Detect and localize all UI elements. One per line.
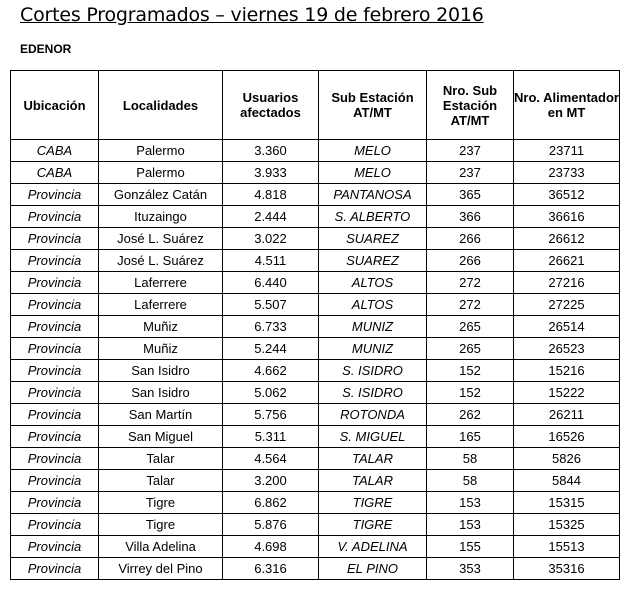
cell-nro-sub-estacion: 366 [427,206,514,228]
cell-ubicacion: Provincia [11,404,99,426]
cell-ubicacion: Provincia [11,514,99,536]
cell-ubicacion: Provincia [11,360,99,382]
cell-nro-sub-estacion: 262 [427,404,514,426]
cell-nro-alimentador: 15216 [514,360,620,382]
cell-usuarios: 5.311 [223,426,319,448]
cell-nro-alimentador: 5844 [514,470,620,492]
table-row [11,338,620,360]
cell-ubicacion: CABA [11,140,99,162]
cell-localidad: San Isidro [99,382,223,404]
cell-ubicacion: Provincia [11,470,99,492]
cell-localidad: San Miguel [99,426,223,448]
table-row [11,492,620,514]
cell-localidad: San Martín [99,404,223,426]
cell-ubicacion: Provincia [11,228,99,250]
cell-localidad: Tigre [99,492,223,514]
cell-usuarios: 3.360 [223,140,319,162]
cell-sub-estacion: ROTONDA [319,404,427,426]
cell-usuarios: 6.733 [223,316,319,338]
cell-usuarios: 5.507 [223,294,319,316]
company-name: EDENOR [20,42,72,56]
cell-ubicacion: Provincia [11,448,99,470]
cell-nro-alimentador: 26514 [514,316,620,338]
cell-localidad: Muñiz [99,338,223,360]
cell-localidad: Talar [99,470,223,492]
cell-nro-alimentador: 5826 [514,448,620,470]
cell-sub-estacion: SUAREZ [319,228,427,250]
table-row [11,250,620,272]
table-row [11,272,620,294]
cell-usuarios: 6.862 [223,492,319,514]
table-row [11,558,620,580]
cell-nro-alimentador: 35316 [514,558,620,580]
cell-usuarios: 3.022 [223,228,319,250]
cell-sub-estacion: TIGRE [319,492,427,514]
cell-nro-sub-estacion: 365 [427,184,514,206]
cell-nro-sub-estacion: 153 [427,514,514,536]
cell-nro-sub-estacion: 272 [427,294,514,316]
cell-localidad: José L. Suárez [99,228,223,250]
cell-ubicacion: Provincia [11,272,99,294]
cell-nro-sub-estacion: 266 [427,250,514,272]
cell-sub-estacion: ALTOS [319,294,427,316]
cell-nro-sub-estacion: 265 [427,316,514,338]
cell-usuarios: 5.876 [223,514,319,536]
table-row [11,228,620,250]
column-header-usuarios: Usuarios afectados [223,71,319,140]
cell-ubicacion: Provincia [11,382,99,404]
cell-sub-estacion: TALAR [319,448,427,470]
cell-localidad: Palermo [99,162,223,184]
table-row [11,382,620,404]
cell-nro-sub-estacion: 266 [427,228,514,250]
cell-nro-alimentador: 16526 [514,426,620,448]
cell-sub-estacion: SUAREZ [319,250,427,272]
cell-ubicacion: Provincia [11,184,99,206]
table-row [11,404,620,426]
table-row [11,184,620,206]
cell-sub-estacion: TIGRE [319,514,427,536]
cell-sub-estacion: S. ISIDRO [319,382,427,404]
cell-nro-alimentador: 15325 [514,514,620,536]
cell-localidad: Talar [99,448,223,470]
column-header-nro-sub-estacion: Nro. Sub Estación AT/MT [427,71,514,140]
cell-sub-estacion: V. ADELINA [319,536,427,558]
column-header-sub-estacion: Sub Estación AT/MT [319,71,427,140]
cell-usuarios: 2.444 [223,206,319,228]
table-row [11,470,620,492]
cell-nro-alimentador: 15513 [514,536,620,558]
cell-sub-estacion: S. ALBERTO [319,206,427,228]
table-row [11,140,620,162]
cell-nro-sub-estacion: 58 [427,470,514,492]
cell-nro-alimentador: 36616 [514,206,620,228]
column-header-localidades: Localidades [99,71,223,140]
column-header-nro-alimentador: Nro. Alimentador en MT [514,71,620,140]
cell-localidad: Laferrere [99,294,223,316]
cell-nro-alimentador: 15315 [514,492,620,514]
cell-nro-alimentador: 26523 [514,338,620,360]
table-row [11,316,620,338]
cell-sub-estacion: TALAR [319,470,427,492]
cell-nro-sub-estacion: 237 [427,162,514,184]
cell-sub-estacion: ALTOS [319,272,427,294]
cell-localidad: Villa Adelina [99,536,223,558]
cell-nro-sub-estacion: 152 [427,360,514,382]
cell-sub-estacion: MELO [319,140,427,162]
cell-sub-estacion: MELO [319,162,427,184]
cell-nro-alimentador: 27216 [514,272,620,294]
column-header-ubicacion: Ubicación [11,71,99,140]
table-row [11,514,620,536]
header-row [11,71,620,140]
cell-nro-alimentador: 26621 [514,250,620,272]
cell-localidad: Palermo [99,140,223,162]
cell-ubicacion: Provincia [11,316,99,338]
cell-usuarios: 5.244 [223,338,319,360]
cell-ubicacion: Provincia [11,338,99,360]
cell-localidad: Laferrere [99,272,223,294]
table-row [11,536,620,558]
cell-ubicacion: Provincia [11,426,99,448]
cell-nro-sub-estacion: 265 [427,338,514,360]
cell-nro-sub-estacion: 153 [427,492,514,514]
table-row [11,294,620,316]
cell-nro-alimentador: 26612 [514,228,620,250]
cell-sub-estacion: S. MIGUEL [319,426,427,448]
cell-localidad: San Isidro [99,360,223,382]
cell-nro-sub-estacion: 155 [427,536,514,558]
cell-localidad: Virrey del Pino [99,558,223,580]
cell-nro-sub-estacion: 353 [427,558,514,580]
cell-nro-alimentador: 23711 [514,140,620,162]
cell-ubicacion: Provincia [11,206,99,228]
cell-usuarios: 5.062 [223,382,319,404]
cell-ubicacion: Provincia [11,558,99,580]
cell-sub-estacion: S. ISIDRO [319,360,427,382]
cell-usuarios: 4.662 [223,360,319,382]
cell-sub-estacion: MUNIZ [319,338,427,360]
cell-usuarios: 3.933 [223,162,319,184]
cell-ubicacion: Provincia [11,536,99,558]
cell-usuarios: 4.564 [223,448,319,470]
page-title: Cortes Programados – viernes 19 de febrero 2016 [20,4,484,26]
cell-usuarios: 3.200 [223,470,319,492]
cell-usuarios: 5.756 [223,404,319,426]
cell-usuarios: 6.316 [223,558,319,580]
cell-usuarios: 4.511 [223,250,319,272]
cell-usuarios: 6.440 [223,272,319,294]
cell-ubicacion: Provincia [11,250,99,272]
cell-localidad: González Catán [99,184,223,206]
cell-nro-sub-estacion: 237 [427,140,514,162]
cell-localidad: José L. Suárez [99,250,223,272]
cortes-table [10,70,620,580]
cell-usuarios: 4.818 [223,184,319,206]
cell-nro-sub-estacion: 165 [427,426,514,448]
cell-localidad: Muñiz [99,316,223,338]
cell-nro-alimentador: 26211 [514,404,620,426]
cell-nro-sub-estacion: 272 [427,272,514,294]
table-row [11,206,620,228]
cell-sub-estacion: PANTANOSA [319,184,427,206]
table-row [11,448,620,470]
cell-sub-estacion: EL PINO [319,558,427,580]
cell-nro-alimentador: 23733 [514,162,620,184]
cell-nro-sub-estacion: 152 [427,382,514,404]
cell-nro-alimentador: 36512 [514,184,620,206]
cell-sub-estacion: MUNIZ [319,316,427,338]
cell-usuarios: 4.698 [223,536,319,558]
cell-ubicacion: CABA [11,162,99,184]
cell-localidad: Ituzaingo [99,206,223,228]
cell-nro-alimentador: 27225 [514,294,620,316]
cell-ubicacion: Provincia [11,294,99,316]
table-row [11,426,620,448]
table-row [11,162,620,184]
cell-ubicacion: Provincia [11,492,99,514]
table-body [11,140,620,580]
cell-nro-sub-estacion: 58 [427,448,514,470]
table-row [11,360,620,382]
cell-nro-alimentador: 15222 [514,382,620,404]
cell-localidad: Tigre [99,514,223,536]
